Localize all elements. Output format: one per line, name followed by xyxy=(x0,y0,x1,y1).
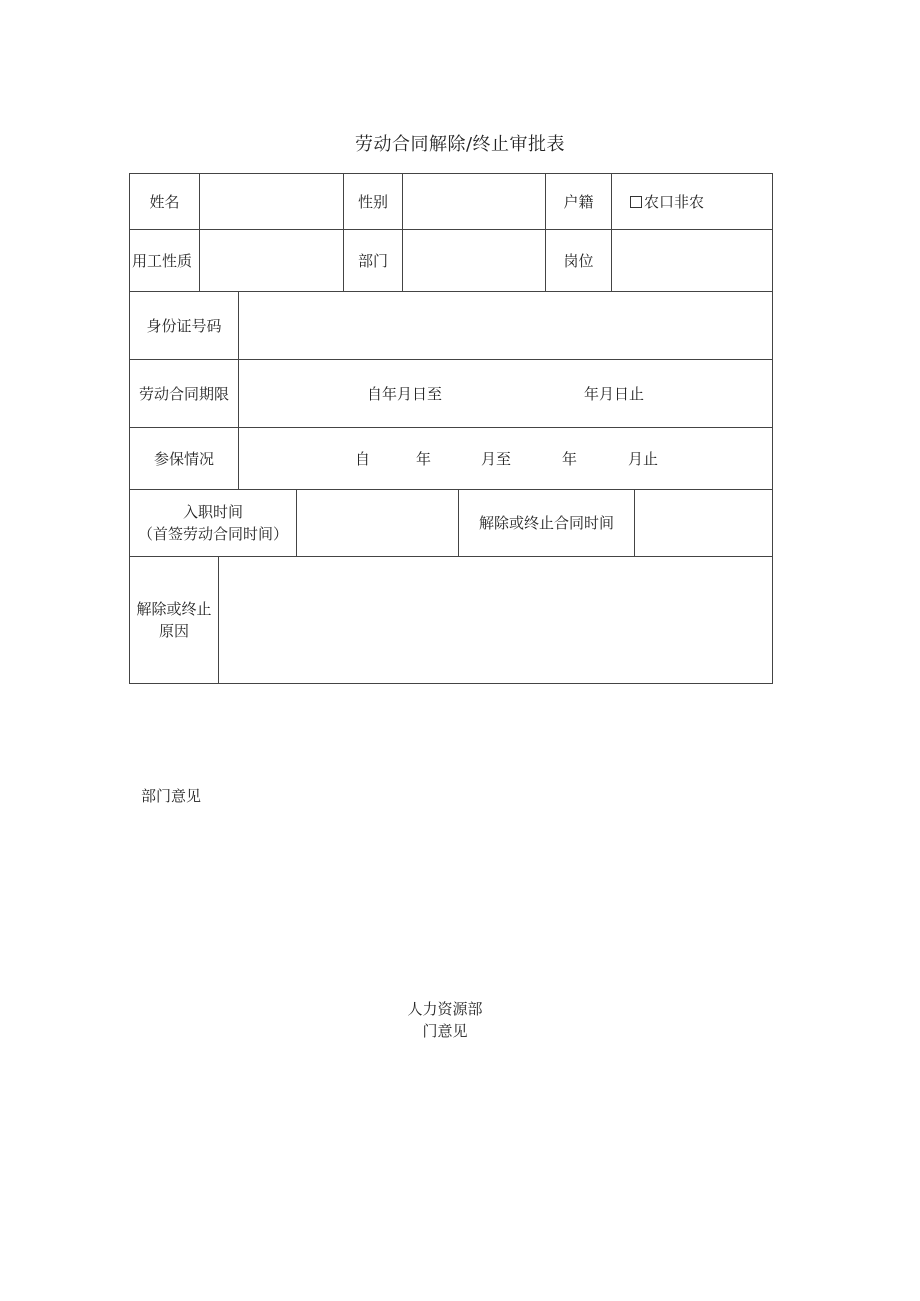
department-field[interactable] xyxy=(403,230,546,291)
contract-term-from: 自年月日至 xyxy=(367,385,443,403)
gender-label: 性别 xyxy=(344,174,403,229)
name-field[interactable] xyxy=(200,174,344,229)
approval-form-table xyxy=(129,173,773,684)
contract-term-field[interactable] xyxy=(239,360,772,427)
reason-field[interactable] xyxy=(219,557,772,683)
gender-field[interactable] xyxy=(403,174,546,229)
department-opinion-label: 部门意见 xyxy=(141,787,202,805)
termination-date-field[interactable] xyxy=(635,490,772,556)
insurance-year-1: 年 xyxy=(416,450,432,468)
contract-term-to: 年月日止 xyxy=(584,385,645,403)
table-row xyxy=(129,427,773,489)
employment-type-field[interactable] xyxy=(200,230,344,291)
department-label: 部门 xyxy=(344,230,403,291)
name-label: 姓名 xyxy=(130,174,200,229)
reason-label-line2: 原因 xyxy=(158,622,189,640)
insurance-year-2: 年 xyxy=(562,450,578,468)
position-field[interactable] xyxy=(612,230,772,291)
hire-date-field[interactable] xyxy=(297,490,459,556)
insurance-month-end: 月止 xyxy=(628,450,659,468)
id-number-field[interactable] xyxy=(239,292,772,359)
hukou-label: 户籍 xyxy=(546,174,612,229)
table-row xyxy=(129,489,773,556)
reason-label-line1: 解除或终止 xyxy=(136,600,212,618)
hire-date-label-line1: 入职时间 xyxy=(182,503,243,521)
table-row xyxy=(129,359,773,427)
id-number-label: 身份证号码 xyxy=(130,292,239,359)
reason-label xyxy=(130,557,219,683)
table-row xyxy=(129,173,773,229)
table-row xyxy=(129,556,773,684)
hire-date-label-line2: （首签劳动合同时间） xyxy=(137,525,288,543)
page-title: 劳动合同解除/终止审批表 xyxy=(354,134,566,155)
hr-opinion-line1: 人力资源部 xyxy=(407,1000,483,1018)
employment-type-label: 用工性质 xyxy=(130,230,200,291)
contract-term-label: 劳动合同期限 xyxy=(130,360,239,427)
insurance-field[interactable] xyxy=(239,428,772,489)
hukou-checkbox-icon[interactable] xyxy=(630,196,642,208)
termination-date-label: 解除或终止合同时间 xyxy=(459,490,635,556)
hire-date-label xyxy=(130,490,297,556)
table-row xyxy=(129,291,773,359)
hr-opinion-label xyxy=(0,998,890,1042)
position-label: 岗位 xyxy=(546,230,612,291)
hukou-option-nonrural: 非农 xyxy=(674,192,705,211)
insurance-label: 参保情况 xyxy=(130,428,239,489)
insurance-from: 自 xyxy=(355,450,371,468)
hukou-options xyxy=(612,174,772,229)
table-row xyxy=(129,229,773,291)
hr-opinion-line2: 门意见 xyxy=(422,1022,468,1040)
insurance-month-to: 月至 xyxy=(481,450,512,468)
hukou-option-rural: 农口 xyxy=(644,192,675,211)
